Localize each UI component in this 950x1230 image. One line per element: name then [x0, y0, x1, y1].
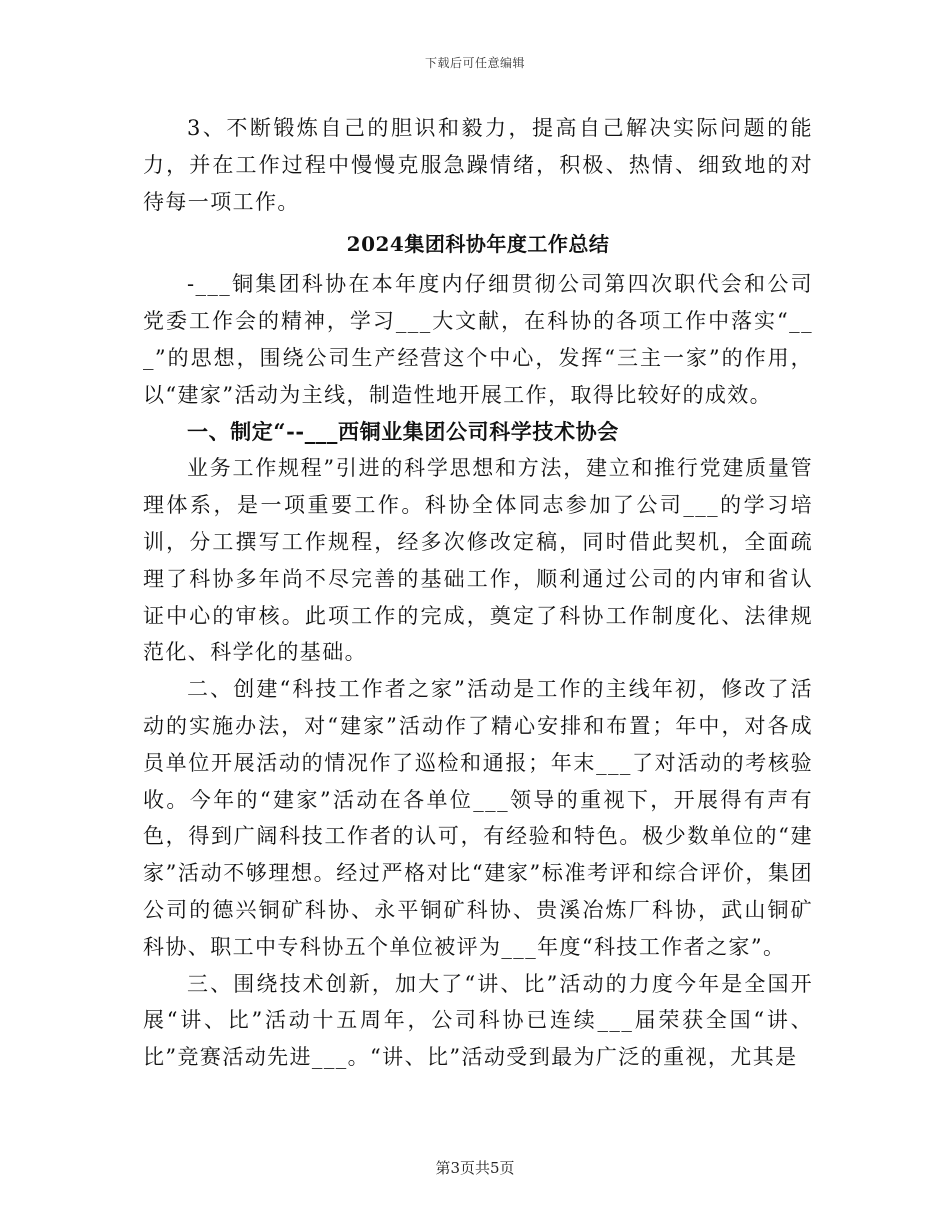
section-1-heading: 一、制定“--___西铜业集团公司科学技术协会: [187, 418, 619, 444]
page-number-footer: 第3页共5页: [435, 1159, 515, 1177]
document-title: 2024集团科协年度工作总结: [346, 232, 610, 257]
document-body: [143, 110, 813, 1076]
paragraph-section-2: 二、创建“科技工作者之家”活动是工作的主线年初，修改了活动的实施办法，对“建家”活动作了精心安排和布置；年中，对各成员单位开展活动的情况作了巡检和通报；年末___了对活动的考核验收。今年的“建家”活动在各单位___领导的重视下，开展得有声有色，得到广阔科技工作者的认可，有经验和特色。极少数单位的“建家”活动不够理想。经过严格对比“建家”标准考评和综合评价，集团公司的德兴铜矿科协、永平铜矿科协、贵溪冶炼厂科协，武山铜矿科协、职工中专科协五个单位被评为___年度“科技工作者之家”。: [143, 677, 813, 959]
paragraph-item-3: 3、不断锻炼自己的胆识和毅力，提高自己解决实际问题的能力，并在工作过程中慢慢克服急躁情绪，积极、热情、细致地的对待每一项工作。: [143, 116, 813, 214]
page-header-note: 下载后可任意编辑: [424, 56, 525, 70]
paragraph-section-3: 三、围绕技术创新，加大了“讲、比”活动的力度今年是全国开展“讲、比”活动十五周年，公司科协已连续___届荣获全国“讲、比”竞赛活动先进___。“讲、比”活动受到最为广泛的重视，尤其是: [143, 971, 813, 1070]
paragraph-section-1: 业务工作规程”引进的科学思想和方法，建立和推行党建质量管理体系，是一项重要工作。科协全体同志参加了公司___的学习培训，分工撰写工作规程，经多次修改定稿，同时借此契机，全面疏理了科协多年尚不尽完善的基础工作，顺利通过公司的内审和省认证中心的审核。此项工作的完成，奠定了科协工作制度化、法律规范化、科学化的基础。: [143, 456, 813, 665]
paragraph-intro: -___铜集团科协在本年度内仔细贯彻公司第四次职代会和公司党委工作会的精神，学习___大文献，在科协的各项工作中落实“___”的思想，围绕公司生产经营这个中心，发挥“三主一家”的作用，以“建家”活动为主线，制造性地开展工作，取得比较好的成效。: [143, 272, 813, 407]
